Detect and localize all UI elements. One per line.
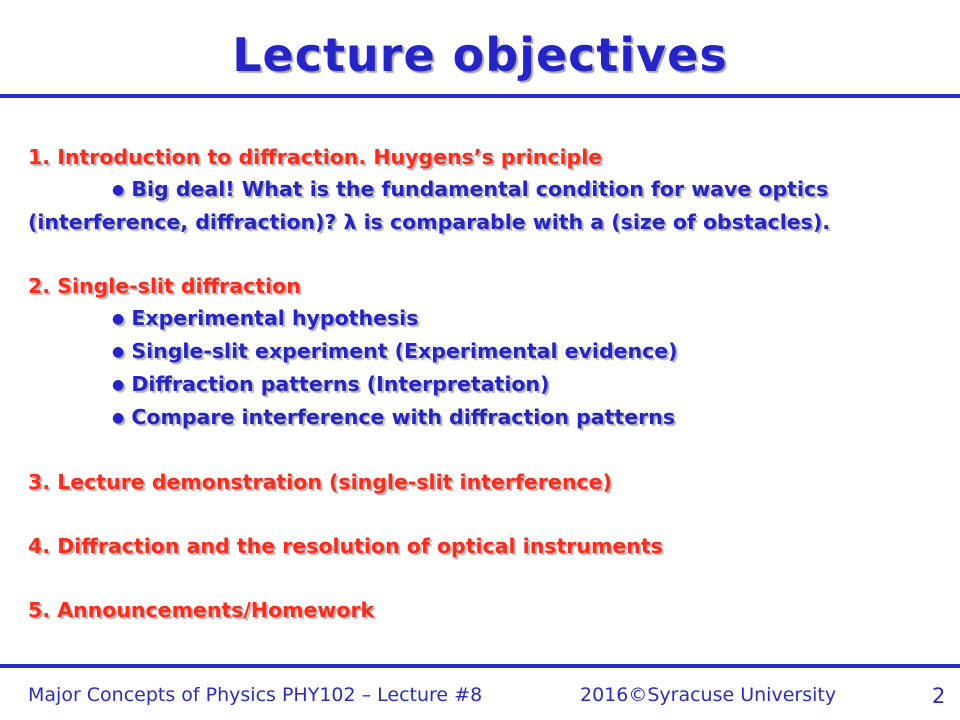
footer-course: Major Concepts of Physics PHY102 – Lecture #8: [28, 684, 483, 706]
footer-copyright: 2016©Syracuse University: [580, 684, 837, 706]
bottom-divider: [0, 664, 960, 668]
objective-2-subpoint-text: Experimental hypothesis: [131, 306, 419, 330]
page-number: 2: [932, 684, 946, 708]
objectives-list: [28, 141, 948, 626]
spacer: [28, 562, 948, 594]
objective-1-subpoint-text: Big deal! What is the fundamental condition for wave optics: [131, 177, 829, 201]
objective-5-heading: 5. Announcements/Homework: [28, 598, 375, 622]
bullet-icon: ●: [112, 311, 125, 327]
objective-2-subpoint: [28, 368, 948, 401]
slide-title: Lecture objectives: [232, 28, 728, 82]
spacer: [28, 434, 948, 466]
bullet-icon: ●: [112, 344, 125, 360]
objective-2-heading: 2. Single-slit diffraction: [28, 274, 301, 298]
objective-2-subpoint: [28, 302, 948, 335]
objective-1-subpoint: [28, 173, 948, 206]
objective-3-heading: 3. Lecture demonstration (single-slit interference): [28, 470, 612, 494]
objective-2-subpoint-text: Diffraction patterns (Interpretation): [131, 372, 550, 396]
objective-4-heading: 4. Diffraction and the resolution of optical instruments: [28, 534, 663, 558]
top-divider: [0, 94, 960, 98]
objective-1-subpoint-continuation: (interference, diffraction)? λ is comparable with a (size of obstacles).: [28, 210, 830, 234]
bullet-icon: ●: [112, 410, 125, 426]
spacer: [28, 498, 948, 530]
objective-2-subpoint-text: Single-slit experiment (Experimental evidence): [131, 339, 678, 363]
objective-2-subpoint-text: Compare interference with diffraction patterns: [131, 405, 676, 429]
bullet-icon: ●: [112, 377, 125, 393]
spacer: [28, 238, 948, 270]
objective-2-subpoint: [28, 335, 948, 368]
bullet-icon: ●: [112, 182, 125, 198]
objective-1-heading: 1. Introduction to diffraction. Huygens’s principle: [28, 145, 603, 169]
objective-2-subpoint: [28, 401, 948, 434]
